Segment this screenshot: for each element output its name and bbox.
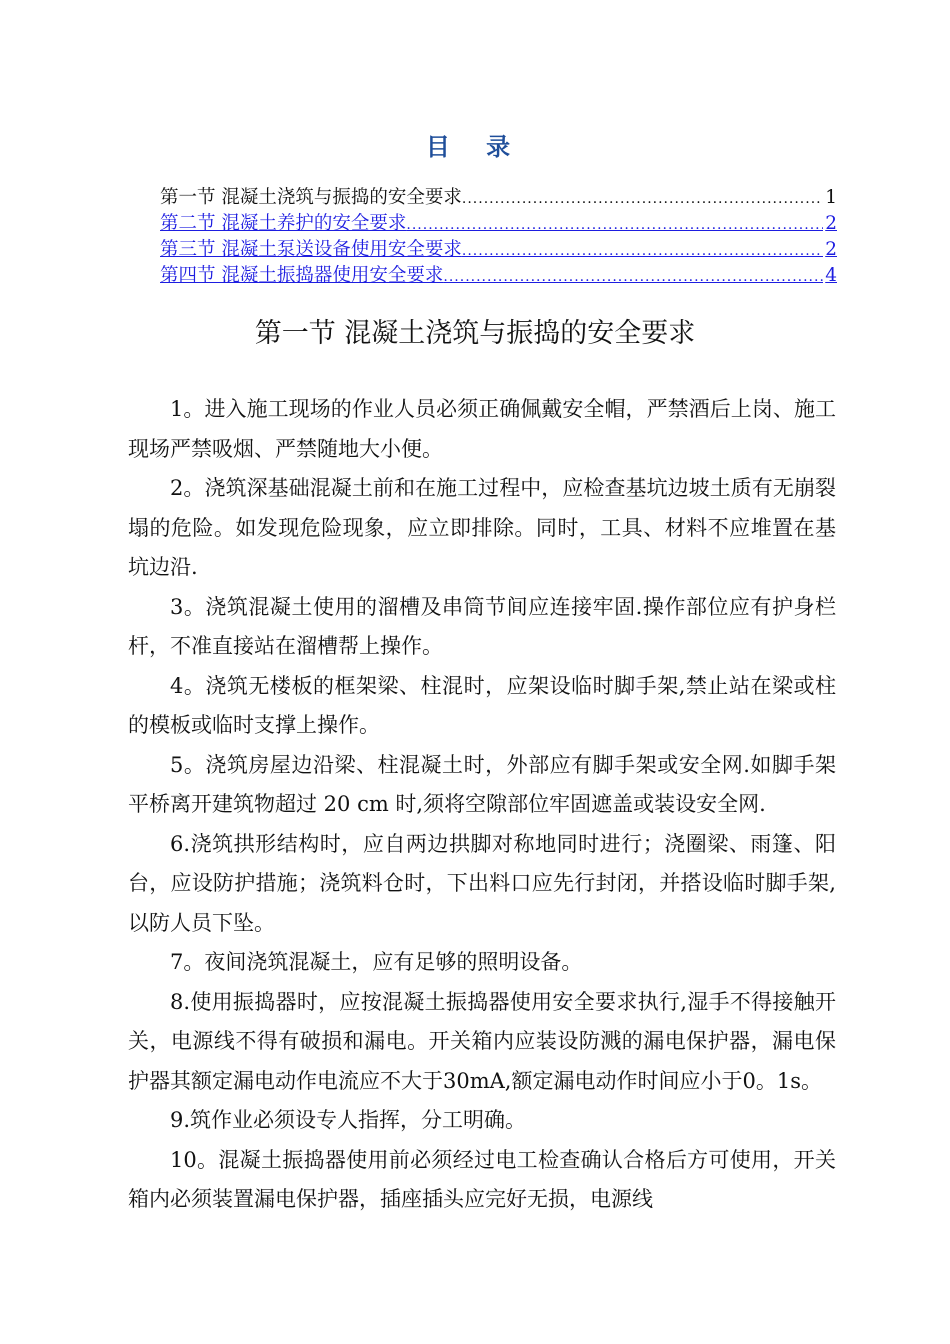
toc-dot-leader bbox=[443, 264, 823, 290]
toc-dot-leader bbox=[406, 212, 823, 238]
toc-entry-label: 第三节 混凝土泵送设备使用安全要求 bbox=[160, 239, 462, 260]
toc-entry-page: 2 bbox=[825, 213, 837, 234]
paragraph: 9.筑作业必须设专人指挥，分工明确。 bbox=[170, 1108, 527, 1132]
toc-dot-leader bbox=[462, 238, 823, 264]
paragraph: 2。浇筑深基础混凝土前和在施工过程中，应检查基坑边坡土质有无崩裂塌的危险。如发现危险现象，应立即排除。同时，工具、材料不应堆置在基坑边沿. bbox=[128, 476, 836, 579]
section-body bbox=[128, 390, 836, 1220]
section-heading: 第一节 混凝土浇筑与振捣的安全要求 bbox=[254, 318, 696, 349]
toc-entry-label: 第四节 混凝土振捣器使用安全要求 bbox=[160, 265, 444, 286]
toc-entry-page: 1 bbox=[825, 187, 837, 208]
toc-entry-section-1[interactable] bbox=[160, 185, 837, 211]
paragraph: 8.使用振捣器时，应按混凝土振捣器使用安全要求执行,湿手不得接触开关，电源线不得有破损和漏电。开关箱内应装设防溅的漏电保护器，漏电保护器其额定漏电动作电流应不大于30mA,额定漏电动作时间应小于0。1s。 bbox=[128, 989, 836, 1093]
toc-dot-leader bbox=[462, 186, 823, 212]
paragraph: 6.浇筑拱形结构时，应自两边拱脚对称地同时进行；浇圈梁、雨篷、阳台，应设防护措施；浇筑料仓时，下出料口应先行封闭，并搭设临时脚手架,以防人员下坠。 bbox=[128, 831, 836, 935]
toc-entry-label: 第一节 混凝土浇筑与振捣的安全要求 bbox=[160, 187, 462, 208]
toc-entry-section-4[interactable] bbox=[160, 263, 837, 289]
toc-entry-label: 第二节 混凝土养护的安全要求 bbox=[160, 213, 407, 234]
toc-entry-section-3[interactable] bbox=[160, 237, 837, 263]
paragraph: 7。夜间浇筑混凝土，应有足够的照明设备。 bbox=[170, 950, 583, 974]
toc-entry-page: 2 bbox=[825, 239, 837, 260]
paragraph: 5。浇筑房屋边沿梁、柱混凝土时，外部应有脚手架或安全网.如脚手架平桥离开建筑物超过 20 cm 时,须将空隙部位牢固遮盖或装设安全网. bbox=[128, 752, 836, 816]
toc-title: 目 录 bbox=[425, 132, 525, 161]
toc-entry-section-2[interactable] bbox=[160, 211, 837, 237]
paragraph: 10。混凝土振捣器使用前必须经过电工检查确认合格后方可使用，开关箱内必须装置漏电保护器，插座插头应完好无损，电源线 bbox=[128, 1147, 836, 1211]
toc-entry-page: 4 bbox=[825, 265, 837, 286]
paragraph: 3。浇筑混凝土使用的溜槽及串筒节间应连接牢固.操作部位应有护身栏杆，不准直接站在溜槽帮上操作。 bbox=[128, 594, 836, 658]
paragraph: 1。进入施工现场的作业人员必须正确佩戴安全帽，严禁酒后上岗、施工现场严禁吸烟、严禁随地大小便。 bbox=[128, 397, 836, 461]
table-of-contents bbox=[160, 185, 837, 289]
paragraph: 4。浇筑无楼板的框架梁、柱混时，应架设临时脚手架,禁止站在梁或柱的模板或临时支撑上操作。 bbox=[128, 673, 836, 737]
